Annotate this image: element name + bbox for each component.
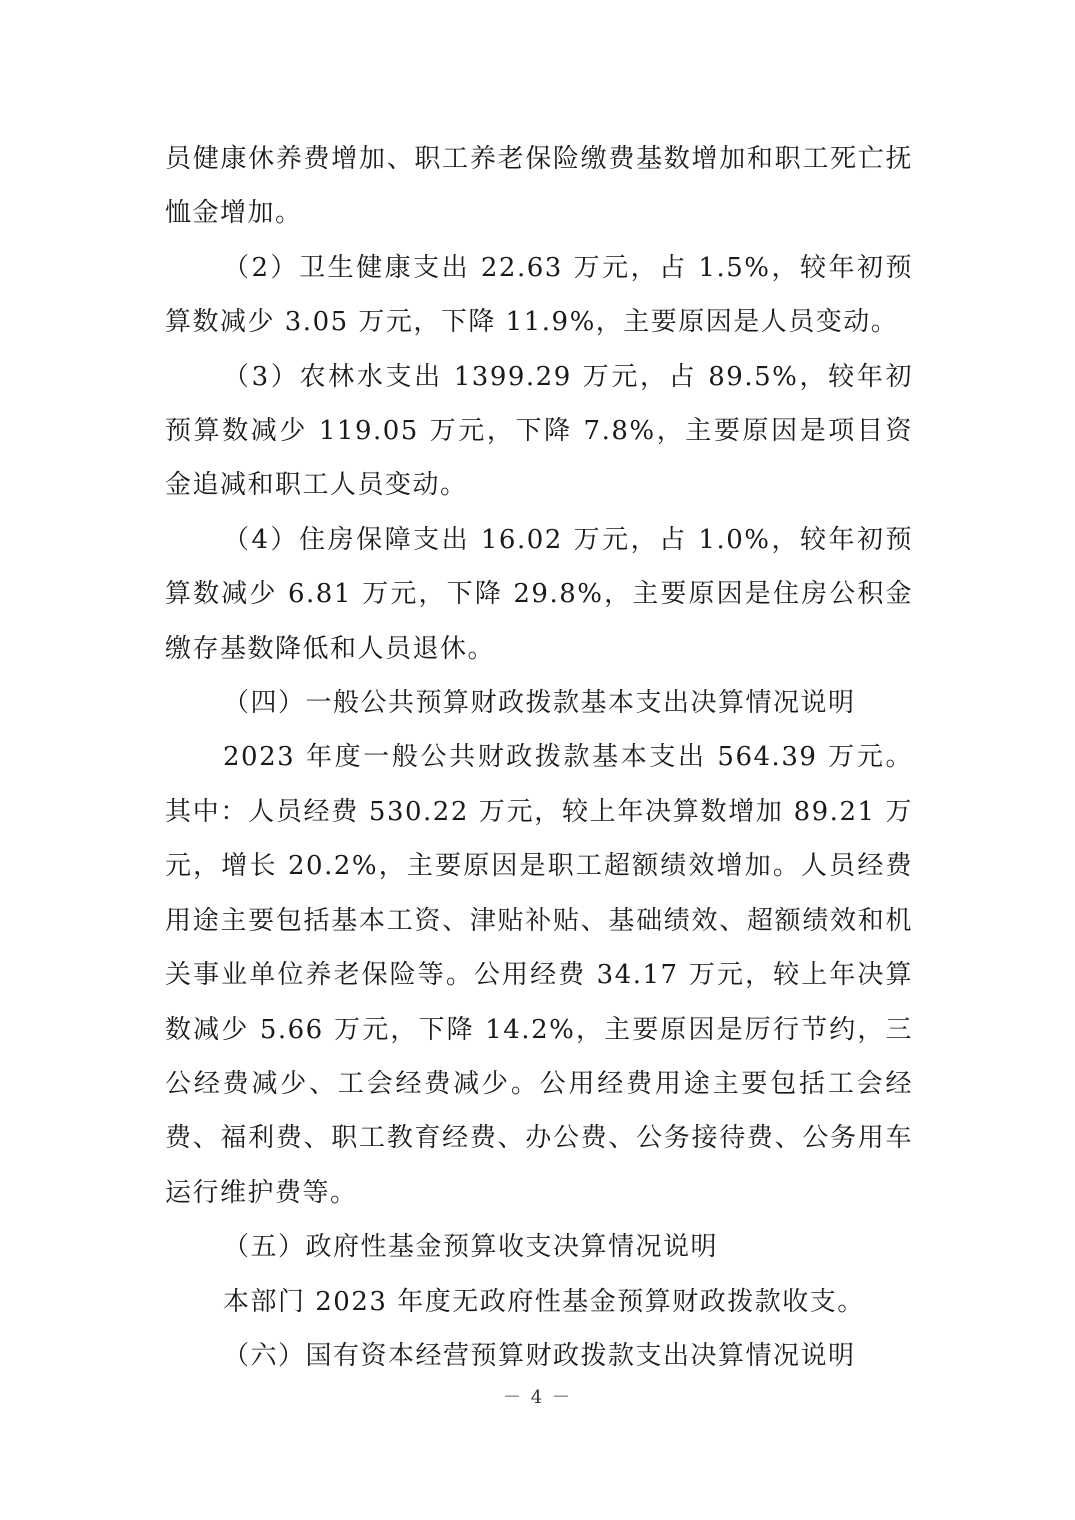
paragraph-housing-expenditure: （4）住房保障支出 16.02 万元，占 1.0%，较年初预算数减少 6.81 万元，下降 29.8%，主要原因是住房公积金缴存基数降低和人员退休。: [165, 524, 913, 664]
paragraph-agriculture-expenditure: （3）农林水支出 1399.29 万元，占 89.5%，较年初预算数减少 119.05 万元，下降 7.8%，主要原因是项目资金追减和职工人员变动。: [165, 361, 913, 501]
paragraph-continuation: 员健康休养费增加、职工养老保险缴费基数增加和职工死亡抚恤金增加。: [165, 144, 913, 229]
page-number: － 4 －: [503, 1387, 572, 1408]
paragraph-health-expenditure: （2）卫生健康支出 22.63 万元，占 1.5%，较年初预算数减少 3.05 万元，下降 11.9%，主要原因是人员变动。: [165, 252, 913, 338]
section-heading-6: （六）国有资本经营预算财政拨款支出决算情况说明: [223, 1340, 856, 1371]
document-body: [165, 132, 913, 1383]
paragraph-basic-expenditure: 2023 年度一般公共财政拨款基本支出 564.39 万元。其中：人员经费 530.22 万元，较上年决算数增加 89.21 万元，增长 20.2%，主要原因是职工超额绩效增加。人员经费用途主要包括基本工资、津贴补贴、基础绩效、超额绩效和机关事业单位养老保险等。公用经费 34.17 万元，较上年决算数减少 5.66 万元，下降 14.2%，主要原因是厉行节约，三公经费减少、工会经费减少。公用经费用途主要包括工会经费、福利费、职工教育经费、办公费、公务接待费、公务用车运行维护费等。: [165, 742, 913, 1208]
paragraph-government-fund: 本部门 2023 年度无政府性基金预算财政拨款收支。: [223, 1286, 865, 1317]
section-heading-5: （五）政府性基金预算收支决算情况说明: [223, 1232, 719, 1263]
section-heading-4: （四）一般公共预算财政拨款基本支出决算情况说明: [223, 688, 856, 719]
